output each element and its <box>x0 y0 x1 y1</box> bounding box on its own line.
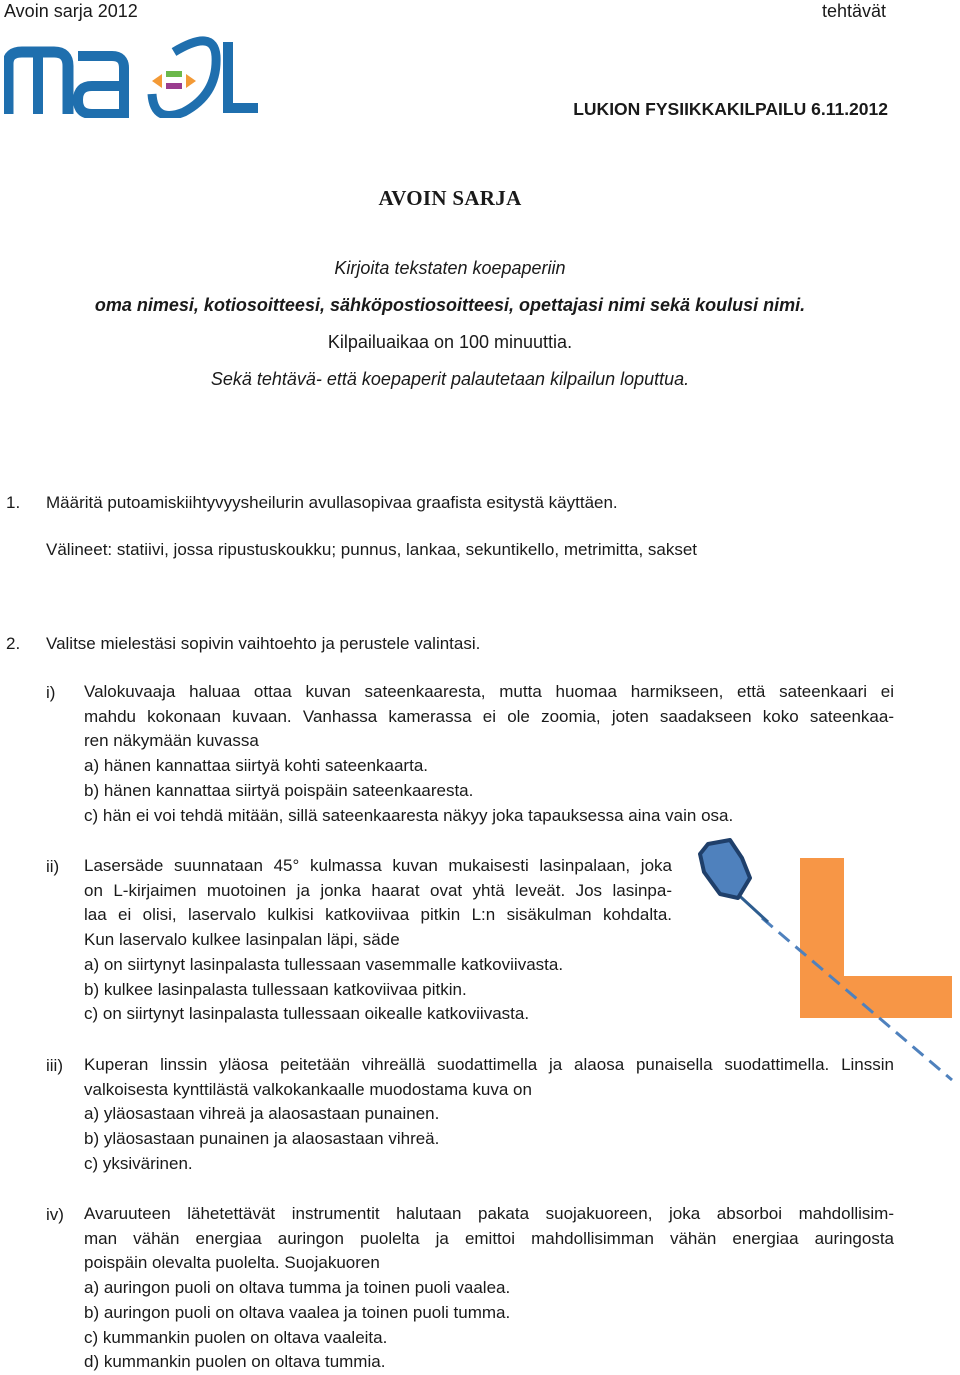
text-line: mahdu kokonaan kuvaan. Vanhassa kamerassa ei ole zoomia, joten saadakseen koko sateenkaa- <box>84 706 894 726</box>
instruction-line: oma nimesi, kotiosoitteesi, sähköpostiosoitteesi, opettajasi nimi sekä koulusi nimi. <box>94 295 806 315</box>
option-item: b) yläosastaan punainen ja alaosastaan vihreä. <box>84 1129 440 1149</box>
question-number: 2. <box>6 634 21 653</box>
question-text: Valitse mielestäsi sopivin vaihtoehto ja perustele valintasi. <box>46 634 481 653</box>
text-line: Valokuvaaja haluaa ottaa kuvan sateenkaaresta, mutta huomaa harmikseen, että sateenkaari ei <box>84 682 894 701</box>
part-iii-text <box>84 1053 894 1177</box>
text-line: laa ei olisi, laservalo kulkisi katkoviivaa pitkin L:n sisäkulman kohdalta. <box>84 905 672 925</box>
page-header-left: Avoin sarja 2012 <box>4 1 138 21</box>
part-iv-text <box>84 1202 894 1375</box>
question-tools: Välineet: statiivi, jossa ripustuskoukku; punnus, lankaa, sekuntikello, metrimitta, sakset <box>46 540 698 559</box>
text-line: Avaruuteen lähetettävät instrumentit halutaan pakata suojakuoreen, joka absorboi mahdollisim- <box>84 1204 894 1223</box>
text-line: ren näkymään kuvassa <box>84 731 259 751</box>
option-item: a) auringon puoli on oltava tumma ja toinen puoli vaalea. <box>84 1278 511 1298</box>
option-item: d) kummankin puolen on oltava tummia. <box>84 1352 386 1372</box>
text-line: poispäin olevalta puolelta. Suojakuoren <box>84 1253 380 1273</box>
competition-name: LUKION FYSIIKKAKILPAILU 6.11.2012 <box>573 99 888 119</box>
option-item: a) hänen kannattaa siirtyä kohti sateenkaarta. <box>84 756 428 776</box>
page-title: AVOIN SARJA <box>378 186 522 210</box>
text-line: valkoisesta kynttilästä valkokankaalle muodostama kuva on <box>84 1079 532 1099</box>
text-line: Kun laservalo kulkee lasinpalan läpi, säde <box>84 930 400 950</box>
option-item: c) hän ei voi tehdä mitään, sillä sateenkaaresta näkyy joka tapauksessa aina vain osa. <box>84 805 734 825</box>
part-label: ii) <box>46 857 60 876</box>
option-item: b) hänen kannattaa siirtyä poispäin sateenkaaresta. <box>84 780 474 800</box>
text-line: Kuperan linssin yläosa peitetään vihreällä suodattimella ja alaosa punaisella suodattimella. Linssin <box>84 1055 894 1074</box>
question-text: Määritä putoamiskiihtyvyysheilurin avullasopivaa graafista esitystä käyttäen. <box>46 493 618 512</box>
l-glass-piece <box>800 858 952 1018</box>
option-item: c) on siirtynyt lasinpalasta tullessaan oikealle katkoviivasta. <box>84 1004 530 1024</box>
instruction-line: Kirjoita tekstaten koepaperiin <box>334 258 566 278</box>
maol-logo <box>4 34 260 123</box>
option-item: b) auringon puoli on oltava vaalea ja toinen puoli tumma. <box>84 1302 511 1322</box>
option-item: c) kummankin puolen on oltava vaaleita. <box>84 1327 388 1347</box>
part-label: iii) <box>46 1056 63 1075</box>
text-line: on L-kirjaimen muotoinen ja jonka haarat ovat yhtä leveät. Jos lasinpa- <box>84 880 672 900</box>
maol-logo-graphic <box>4 34 260 118</box>
laser-device <box>700 840 750 898</box>
text-line: Lasersäde suunnataan 45° kulmassa kuvan mukaisesti lasinpalaan, joka <box>84 856 672 875</box>
instruction-line: Sekä tehtävä- että koepaperit palautetaan kilpailun loputtua. <box>210 369 690 389</box>
part-label: i) <box>46 683 56 702</box>
part-i-text <box>84 680 894 828</box>
question-number: 1. <box>6 493 21 512</box>
page-header-right: tehtävät <box>821 1 886 21</box>
part-ii-text <box>84 854 672 1027</box>
option-item: a) yläosastaan vihreä ja alaosastaan punainen. <box>84 1104 440 1124</box>
text-line: man vähän energiaa auringon puolelta ja emittoi mahdollisimman vähän energiaa auringosta <box>84 1228 894 1248</box>
laser-diagram <box>690 838 960 1088</box>
part-label: iv) <box>46 1205 64 1224</box>
instruction-line: Kilpailuaikaa on 100 minuuttia. <box>327 332 573 352</box>
option-item: a) on siirtynyt lasinpalasta tullessaan vasemmalle katkoviivasta. <box>84 954 564 974</box>
option-item: c) yksivärinen. <box>84 1153 193 1173</box>
option-item: b) kulkee lasinpalasta tullessaan katkoviivaa pitkin. <box>84 979 467 999</box>
